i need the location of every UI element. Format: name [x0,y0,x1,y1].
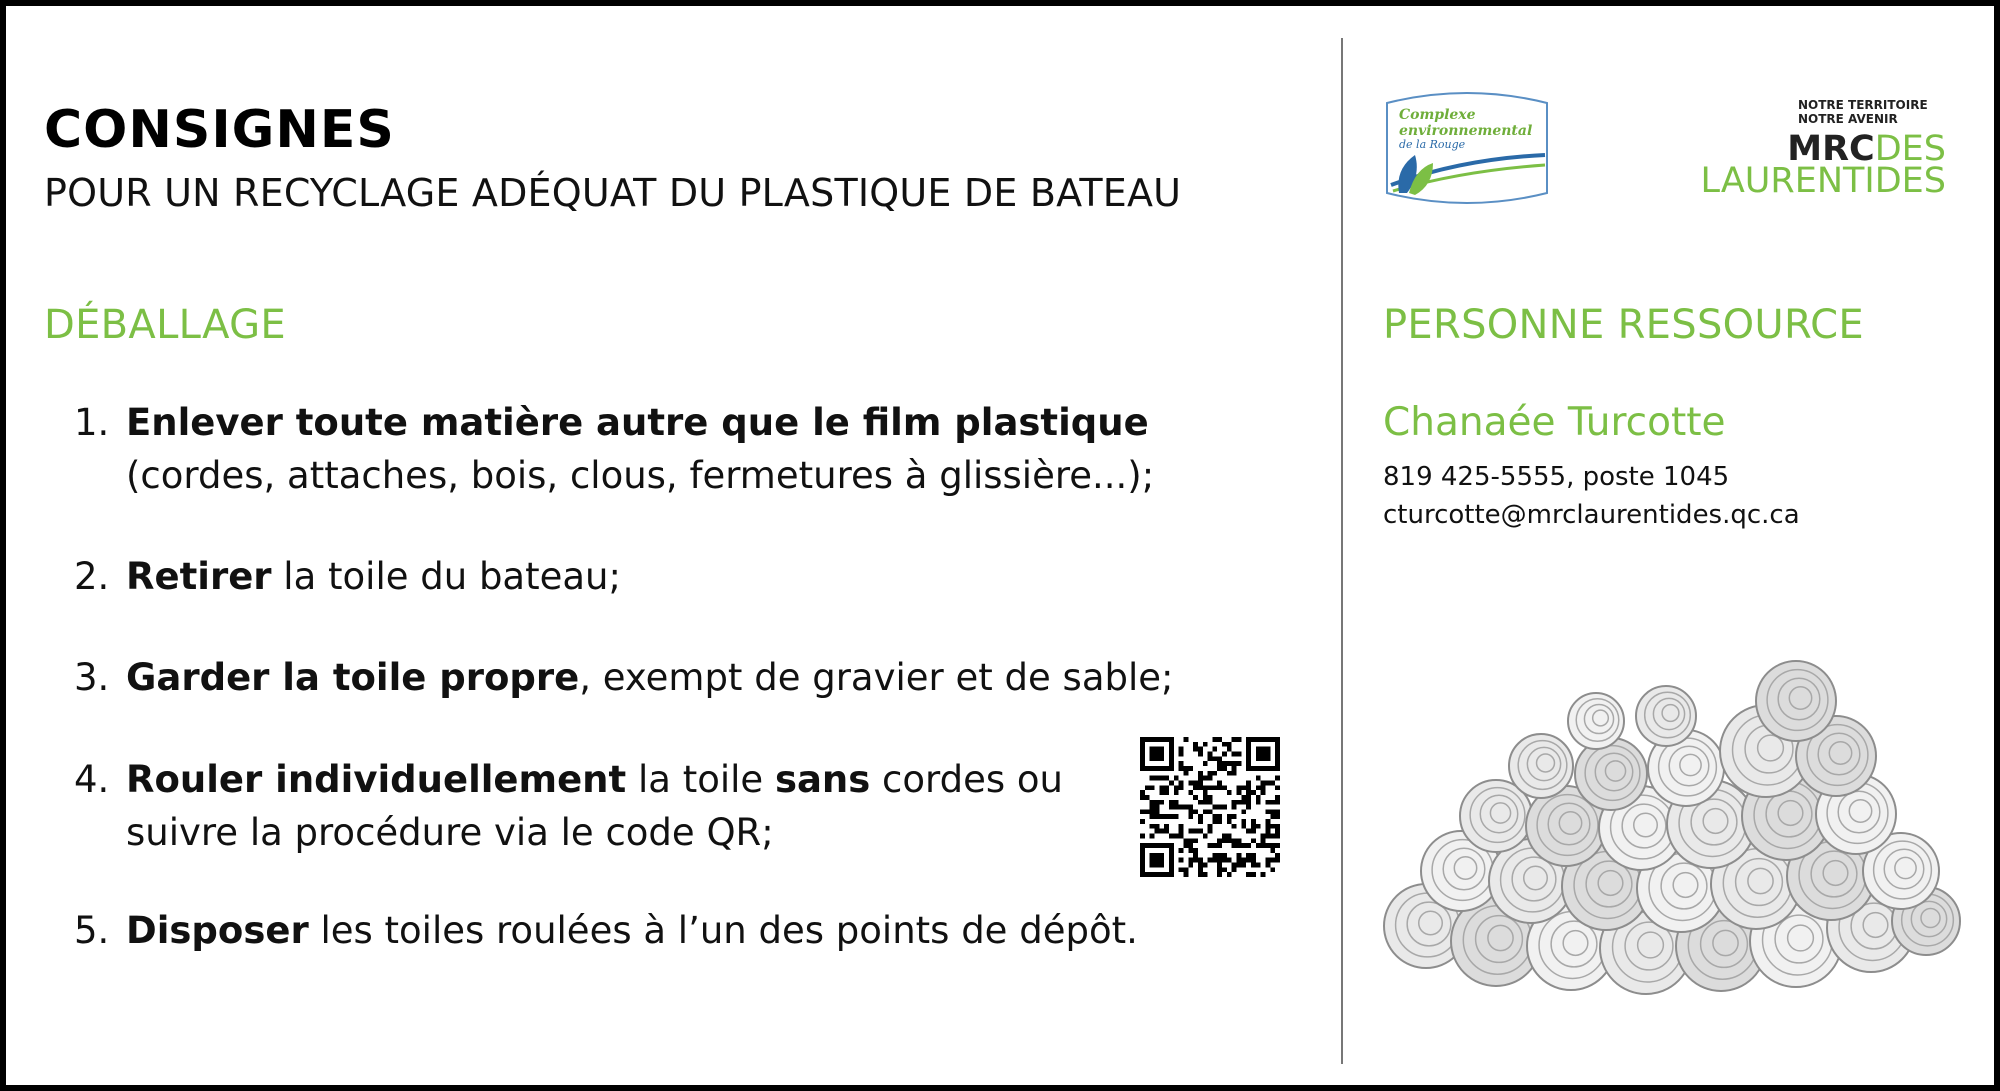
logo-laurentides-text: LAURENTIDES [1700,161,1946,201]
step-number: 5. [74,909,110,952]
logo-mrc-text: MRC [1787,129,1875,169]
step-bold-text-2: sans [774,758,871,801]
step-number: 3. [74,656,110,699]
page-title: CONSIGNES [44,100,395,160]
unpacking-heading: DÉBALLAGE [44,302,286,348]
step-text: la toile du bateau; [271,555,621,598]
logo-tagline-1: NOTRE TERRITOIRE [1798,98,1928,112]
logo-text-2: environnemental [1399,123,1533,139]
step-bold-text: Enlever toute matière autre que le film plastique [126,401,1149,444]
contact-heading: PERSONNE RESSOURCE [1383,302,1864,348]
step-text: (cordes, attaches, bois, clous, fermetures à glissière...); [126,454,1155,497]
step-text-2: cordes ou [870,758,1063,801]
step-number: 4. [74,758,110,801]
step-number: 1. [74,401,110,444]
step-bold-text: Retirer [126,555,272,598]
step-text-line2: suivre la procédure via le code QR; [126,811,774,854]
step-bold-text: Disposer [126,909,309,952]
step-text: les toiles roulées à l’un des points de dépôt. [308,909,1138,952]
complexe-environnemental-logo [1381,89,1553,209]
logo-text-3: de la Rouge [1399,138,1466,151]
logo-tagline-2: NOTRE AVENIR [1798,112,1898,126]
logo-text-1: Complexe [1399,107,1476,123]
step-number: 2. [74,555,110,598]
step-text: , exempt de gravier et de sable; [579,656,1174,699]
contact-name: Chanaée Turcotte [1383,400,1726,445]
contact-phone: 819 425-5555, poste 1045 [1383,462,1730,492]
qr-code-icon[interactable] [1140,737,1280,877]
rolled-plastic-photo [1366,656,1966,1001]
mrc-laurentides-logo [1686,96,1966,206]
column-divider [1341,38,1343,1064]
logo-des-text: DES [1874,129,1946,169]
step-bold-text: Rouler individuellement [126,758,627,801]
page-subtitle: POUR UN RECYCLAGE ADÉQUAT DU PLASTIQUE DE BATEAU [44,171,1182,215]
step-bold-text: Garder la toile propre [126,656,580,699]
contact-email[interactable]: cturcotte@mrclaurentides.qc.ca [1383,500,1800,530]
step-text: la toile [626,758,775,801]
